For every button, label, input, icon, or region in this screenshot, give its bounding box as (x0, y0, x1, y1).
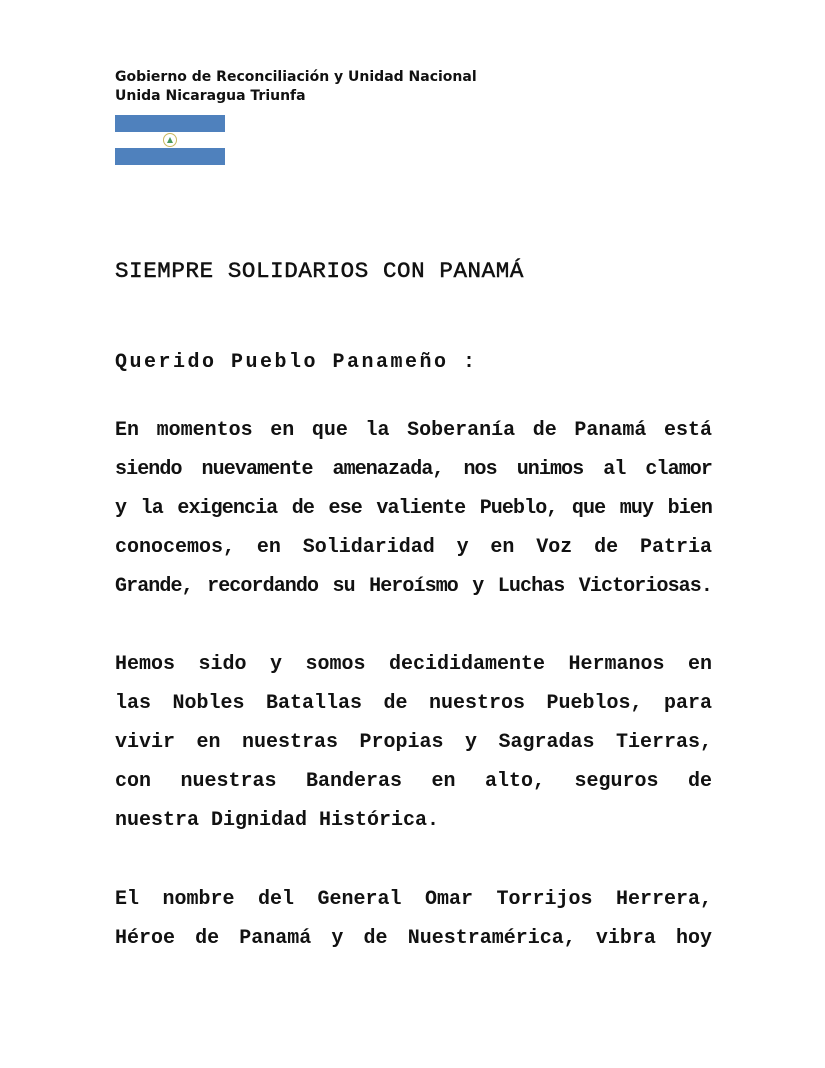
text-line: y la exigencia de ese valiente Pueblo, que muy bien (115, 497, 712, 520)
text-line: El nombre del General Omar Torrijos Herrera, (115, 888, 712, 911)
text-line: En momentos en que la Soberanía de Panamá está (115, 419, 712, 442)
text-line: Hemos sido y somos decididamente Hermanos en (115, 653, 712, 676)
nicaragua-flag-image (115, 115, 225, 165)
paragraph-2 (115, 652, 712, 847)
text-line: vivir en nuestras Propias y Sagradas Tierras, (115, 731, 712, 754)
greeting: Querido Pueblo Panameño : (115, 351, 478, 374)
text-line: nuestra Dignidad Histórica. (115, 809, 440, 832)
text-line: siendo nuevamente amenazada, nos unimos al clamor (115, 458, 712, 481)
document-title: SIEMPRE SOLIDARIOS CON PANAMÁ (115, 258, 524, 284)
text-line: conocemos, en Solidaridad y en Voz de Patria (115, 536, 712, 559)
paragraph-1 (115, 418, 712, 613)
coat-of-arms-icon (163, 133, 177, 147)
text-line: Grande, recordando su Heroísmo y Luchas Victoriosas. (115, 575, 712, 598)
text-line: con nuestras Banderas en alto, seguros de (115, 770, 712, 793)
paragraph-3 (115, 887, 712, 965)
text-line: las Nobles Batallas de nuestros Pueblos, para (115, 692, 712, 715)
header-line-2: Unida Nicaragua Triunfa (115, 88, 306, 104)
header-line-1: Gobierno de Reconciliación y Unidad Nacional (115, 69, 477, 85)
text-line: Héroe de Panamá y de Nuestramérica, vibra hoy (115, 927, 712, 950)
